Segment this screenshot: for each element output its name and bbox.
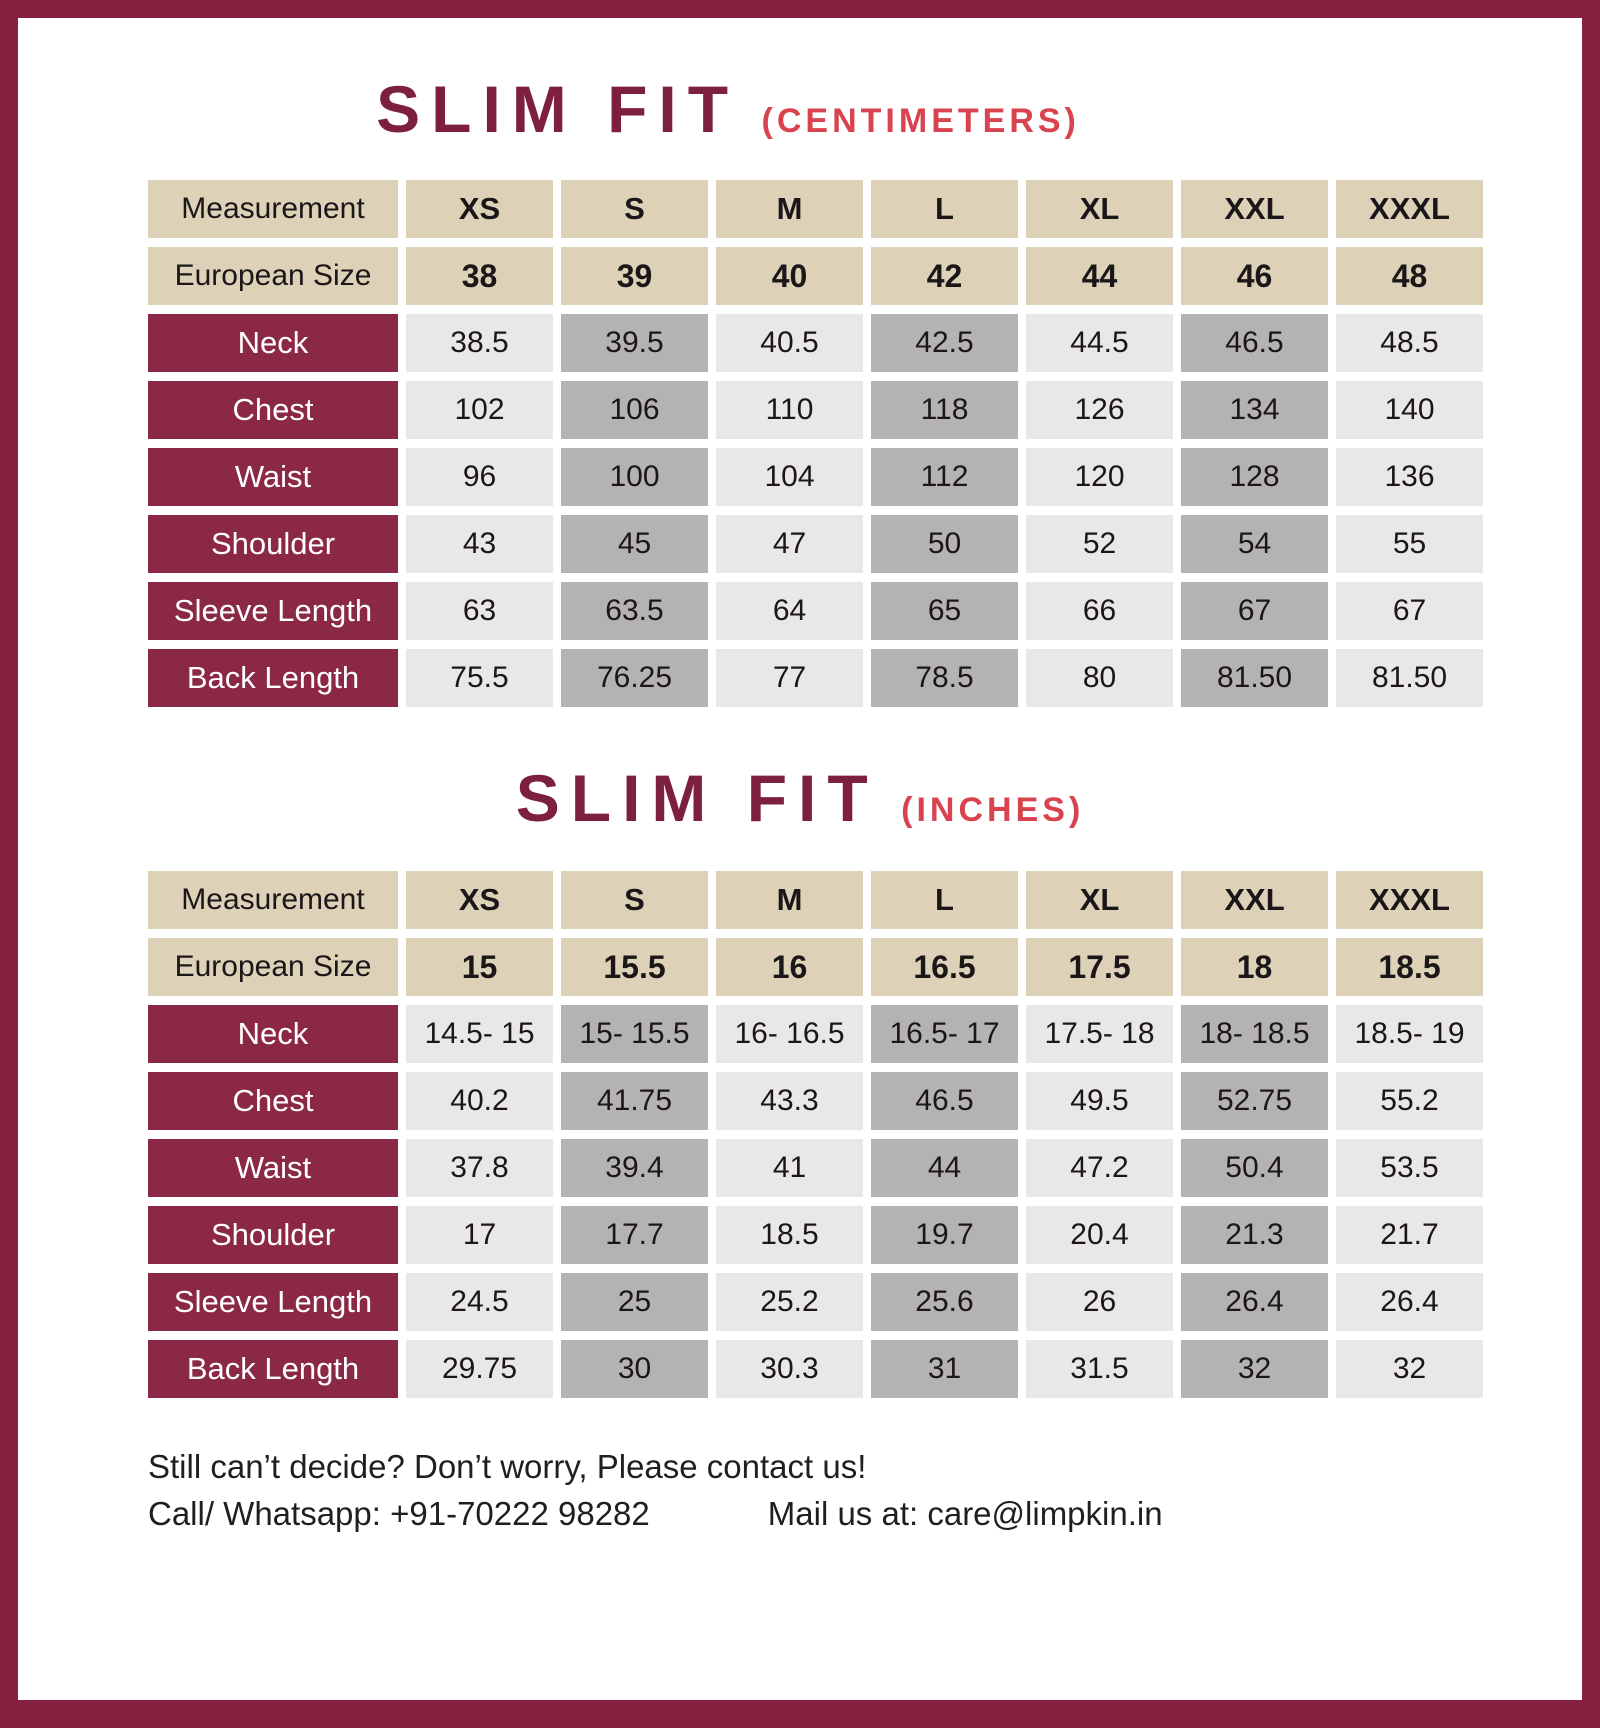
value-cell: 25.2 — [716, 1273, 863, 1331]
value-cell: 136 — [1336, 448, 1483, 506]
value-cell: 47.2 — [1026, 1139, 1173, 1197]
footer-contact-line — [148, 1491, 1582, 1538]
value-cell: 66 — [1026, 582, 1173, 640]
value-cell: 96 — [406, 448, 553, 506]
value-cell: 25 — [561, 1273, 708, 1331]
value-cell: 16- 16.5 — [716, 1005, 863, 1063]
value-cell: 76.25 — [561, 649, 708, 707]
footer-help-text: Still can’t decide? Don’t worry, Please contact us! — [148, 1448, 867, 1485]
european-size-cell: 48 — [1336, 247, 1483, 305]
value-cell: 38.5 — [406, 314, 553, 372]
footer — [148, 1444, 1582, 1538]
value-cell: 134 — [1181, 381, 1328, 439]
value-cell: 53.5 — [1336, 1139, 1483, 1197]
european-size-row — [148, 938, 1483, 996]
value-cell: 46.5 — [1181, 314, 1328, 372]
value-cell: 21.3 — [1181, 1206, 1328, 1264]
value-cell: 40.5 — [716, 314, 863, 372]
measurement-label-cell: Shoulder — [148, 1206, 398, 1264]
size-header-cell: S — [561, 871, 708, 929]
size-header-cell: XXL — [1181, 871, 1328, 929]
size-header-cell: XXL — [1181, 180, 1328, 238]
measurement-label-cell: Sleeve Length — [148, 582, 398, 640]
table-row — [148, 649, 1483, 707]
european-size-label-cell: European Size — [148, 938, 398, 996]
value-cell: 15- 15.5 — [561, 1005, 708, 1063]
european-size-cell: 15 — [406, 938, 553, 996]
size-header-cell: M — [716, 180, 863, 238]
value-cell: 104 — [716, 448, 863, 506]
value-cell: 31 — [871, 1340, 1018, 1398]
european-size-cell: 16 — [716, 938, 863, 996]
value-cell: 50 — [871, 515, 1018, 573]
european-size-cell: 17.5 — [1026, 938, 1173, 996]
european-size-cell: 40 — [716, 247, 863, 305]
table-title: SLIM FIT — [515, 761, 879, 835]
header-row — [148, 871, 1483, 929]
value-cell: 48.5 — [1336, 314, 1483, 372]
measurement-label-cell: Chest — [148, 381, 398, 439]
measurement-label-cell: Shoulder — [148, 515, 398, 573]
value-cell: 16.5- 17 — [871, 1005, 1018, 1063]
size-chart-section — [18, 68, 1582, 707]
value-cell: 120 — [1026, 448, 1173, 506]
value-cell: 14.5- 15 — [406, 1005, 553, 1063]
value-cell: 100 — [561, 448, 708, 506]
value-cell: 55.2 — [1336, 1072, 1483, 1130]
value-cell: 80 — [1026, 649, 1173, 707]
value-cell: 32 — [1336, 1340, 1483, 1398]
measurement-label-cell: Chest — [148, 1072, 398, 1130]
value-cell: 128 — [1181, 448, 1328, 506]
value-cell: 55 — [1336, 515, 1483, 573]
value-cell: 47 — [716, 515, 863, 573]
table-row — [148, 1340, 1483, 1398]
table-row — [148, 448, 1483, 506]
value-cell: 17.5- 18 — [1026, 1005, 1173, 1063]
european-size-cell: 15.5 — [561, 938, 708, 996]
value-cell: 67 — [1181, 582, 1328, 640]
value-cell: 18- 18.5 — [1181, 1005, 1328, 1063]
measurement-label-cell: Back Length — [148, 1340, 398, 1398]
table-row — [148, 1072, 1483, 1130]
table-title-block — [18, 757, 1582, 839]
footer-email: Mail us at: care@limpkin.in — [767, 1494, 1163, 1532]
european-size-cell: 39 — [561, 247, 708, 305]
value-cell: 63.5 — [561, 582, 708, 640]
size-header-cell: XL — [1026, 180, 1173, 238]
table-row — [148, 1005, 1483, 1063]
value-cell: 46.5 — [871, 1072, 1018, 1130]
european-size-cell: 38 — [406, 247, 553, 305]
european-size-cell: 16.5 — [871, 938, 1018, 996]
value-cell: 21.7 — [1336, 1206, 1483, 1264]
value-cell: 52.75 — [1181, 1072, 1328, 1130]
value-cell: 18.5- 19 — [1336, 1005, 1483, 1063]
value-cell: 64 — [716, 582, 863, 640]
value-cell: 45 — [561, 515, 708, 573]
size-table — [148, 871, 1483, 1398]
header-row — [148, 180, 1483, 238]
measurement-label-cell: Neck — [148, 1005, 398, 1063]
value-cell: 37.8 — [406, 1139, 553, 1197]
size-header-cell: L — [871, 180, 1018, 238]
value-cell: 140 — [1336, 381, 1483, 439]
table-row — [148, 515, 1483, 573]
measurement-header-cell: Measurement — [148, 180, 398, 238]
value-cell: 81.50 — [1181, 649, 1328, 707]
value-cell: 63 — [406, 582, 553, 640]
european-size-row — [148, 247, 1483, 305]
table-subtitle: (CENTIMETERS) — [761, 102, 1080, 140]
size-header-cell: XS — [406, 871, 553, 929]
value-cell: 29.75 — [406, 1340, 553, 1398]
value-cell: 49.5 — [1026, 1072, 1173, 1130]
value-cell: 31.5 — [1026, 1340, 1173, 1398]
measurement-label-cell: Waist — [148, 1139, 398, 1197]
measurement-label-cell: Neck — [148, 314, 398, 372]
value-cell: 18.5 — [716, 1206, 863, 1264]
value-cell: 118 — [871, 381, 1018, 439]
value-cell: 67 — [1336, 582, 1483, 640]
size-header-cell: XL — [1026, 871, 1173, 929]
value-cell: 126 — [1026, 381, 1173, 439]
table-row — [148, 582, 1483, 640]
european-size-cell: 42 — [871, 247, 1018, 305]
table-row — [148, 314, 1483, 372]
size-header-cell: M — [716, 871, 863, 929]
size-header-cell: L — [871, 871, 1018, 929]
value-cell: 26.4 — [1336, 1273, 1483, 1331]
value-cell: 20.4 — [1026, 1206, 1173, 1264]
european-size-cell: 18 — [1181, 938, 1328, 996]
measurement-label-cell: Waist — [148, 448, 398, 506]
european-size-label-cell: European Size — [148, 247, 398, 305]
table-row — [148, 381, 1483, 439]
value-cell: 25.6 — [871, 1273, 1018, 1331]
value-cell: 19.7 — [871, 1206, 1018, 1264]
table-title: SLIM FIT — [376, 72, 740, 146]
value-cell: 102 — [406, 381, 553, 439]
value-cell: 75.5 — [406, 649, 553, 707]
measurement-label-cell: Sleeve Length — [148, 1273, 398, 1331]
value-cell: 54 — [1181, 515, 1328, 573]
value-cell: 39.4 — [561, 1139, 708, 1197]
size-header-cell: XXXL — [1336, 871, 1483, 929]
european-size-cell: 44 — [1026, 247, 1173, 305]
value-cell: 43 — [406, 515, 553, 573]
content — [18, 18, 1582, 1538]
value-cell: 40.2 — [406, 1072, 553, 1130]
tables-root — [18, 68, 1582, 1398]
value-cell: 112 — [871, 448, 1018, 506]
european-size-cell: 46 — [1181, 247, 1328, 305]
value-cell: 44.5 — [1026, 314, 1173, 372]
value-cell: 65 — [871, 582, 1018, 640]
value-cell: 30 — [561, 1340, 708, 1398]
table-row — [148, 1206, 1483, 1264]
size-header-cell: XXXL — [1336, 180, 1483, 238]
footer-phone: Call/ Whatsapp: +91-70222 98282 — [148, 1494, 650, 1532]
value-cell: 81.50 — [1336, 649, 1483, 707]
table-row — [148, 1139, 1483, 1197]
value-cell: 26.4 — [1181, 1273, 1328, 1331]
value-cell: 44 — [871, 1139, 1018, 1197]
size-table — [148, 180, 1483, 707]
value-cell: 52 — [1026, 515, 1173, 573]
value-cell: 30.3 — [716, 1340, 863, 1398]
european-size-cell: 18.5 — [1336, 938, 1483, 996]
table-subtitle: (INCHES) — [901, 791, 1085, 829]
measurement-header-cell: Measurement — [148, 871, 398, 929]
value-cell: 32 — [1181, 1340, 1328, 1398]
value-cell: 42.5 — [871, 314, 1018, 372]
value-cell: 43.3 — [716, 1072, 863, 1130]
table-title-block — [0, 68, 1510, 150]
value-cell: 17.7 — [561, 1206, 708, 1264]
value-cell: 41 — [716, 1139, 863, 1197]
value-cell: 106 — [561, 381, 708, 439]
measurement-label-cell: Back Length — [148, 649, 398, 707]
table-row — [148, 1273, 1483, 1331]
value-cell: 41.75 — [561, 1072, 708, 1130]
value-cell: 77 — [716, 649, 863, 707]
size-header-cell: XS — [406, 180, 553, 238]
size-chart-section — [18, 757, 1582, 1398]
value-cell: 78.5 — [871, 649, 1018, 707]
value-cell: 17 — [406, 1206, 553, 1264]
value-cell: 39.5 — [561, 314, 708, 372]
value-cell: 26 — [1026, 1273, 1173, 1331]
value-cell: 24.5 — [406, 1273, 553, 1331]
value-cell: 50.4 — [1181, 1139, 1328, 1197]
size-header-cell: S — [561, 180, 708, 238]
value-cell: 110 — [716, 381, 863, 439]
